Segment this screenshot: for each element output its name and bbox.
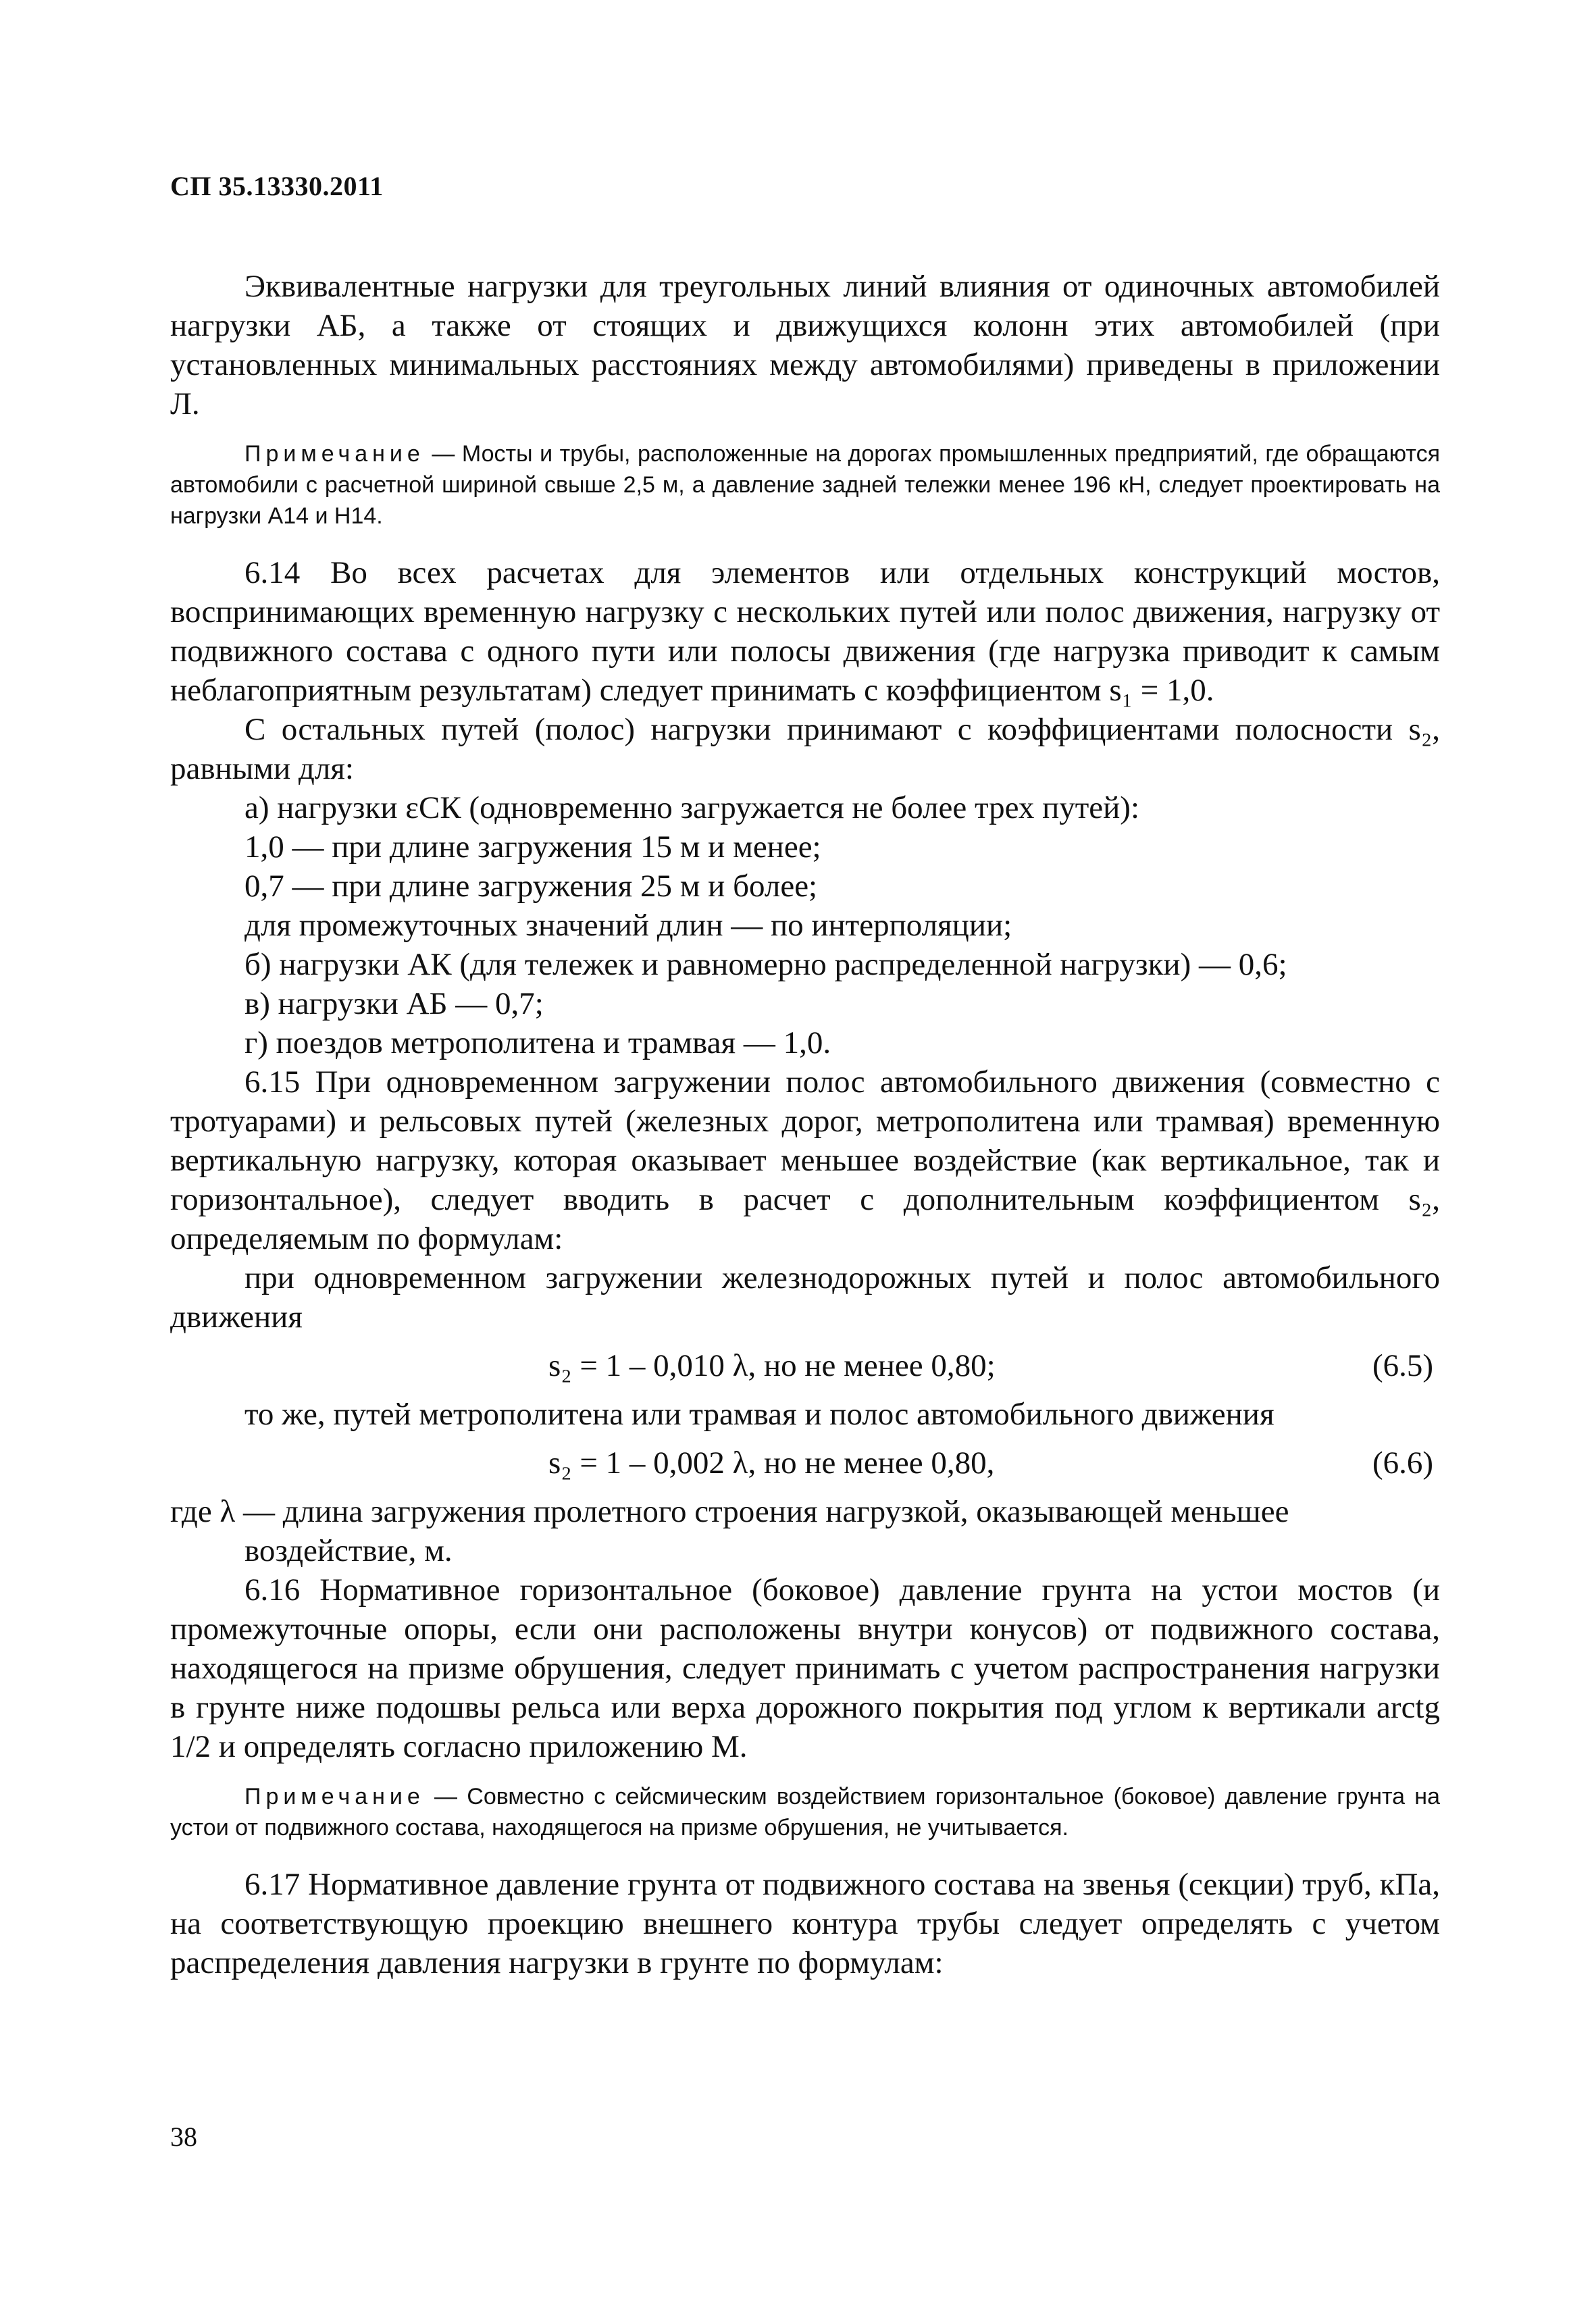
- formula-6-5-expression: s₂ = 1 – 0,010 λ, но не менее 0,80;: [548, 1348, 996, 1383]
- note-2-text: — Совместно с сейсмическим воздействием горизонтальное (боковое) давление грунта на устои от подвижного состава, находящегося на призме обрушения, не учитывается.: [170, 1784, 1440, 1841]
- paragraph-6-16: 6.16 Нормативное горизонтальное (боковое) давление грунта на устои мостов (и промежуточные опоры, если они расположены внутри конусов) от подвижного состава, находящегося на призме обрушения, следует принимать с учетом распространения нагрузки в грунте ниже подошвы рельса или верха дорожного покрытия под углом к вертикали arctg 1/2 и определять согласно приложению М.: [170, 1572, 1440, 1764]
- document-code-header: СП 35.13330.2011: [170, 171, 384, 201]
- note-2-label: Примечание: [244, 1784, 425, 1809]
- paragraph-6-15: 6.15 При одновременном загружении полос автомобильного движения (совместно с тротуарами) и рельсовых путей (железных дорог, метрополитена или трамвая) временную вертикальную нагрузку, которая оказывает меньшее воздействие (как вертикальное, так и горизонтальное), следует вводить в расчет с дополнительным коэффициентом s₂, определяемым по формулам:: [170, 1064, 1440, 1256]
- note-2: [170, 1781, 1440, 1843]
- note-1-label: Примечание: [244, 441, 425, 467]
- formula-6-5: [170, 1342, 1440, 1389]
- lambda-definition: где λ — длина загружения пролетного строения нагрузкой, оказывающей меньшее воздействие, м.: [170, 1494, 1289, 1568]
- paragraph-6-14-b: С остальных путей (полос) нагрузки принимают с коэффициентами полосности s₂, равными для:: [170, 712, 1440, 786]
- list-item: в) нагрузки АБ — 0,7;: [244, 986, 544, 1021]
- list-item: для промежуточных значений длин — по интерполяции;: [244, 908, 1012, 943]
- list-item: 0,7 — при длине загружения 25 м и более;: [244, 869, 818, 904]
- paragraph-6-15-b: при одновременном загружении железнодорожных путей и полос автомобильного движения: [170, 1260, 1440, 1335]
- document-body: [170, 267, 1440, 1982]
- list-item: г) поездов метрополитена и трамвая — 1,0.: [244, 1025, 831, 1060]
- page-number: 38: [170, 2122, 197, 2152]
- formula-6-6: [170, 1439, 1440, 1487]
- paragraph-6-14: 6.14 Во всех расчетах для элементов или отдельных конструкций мостов, воспринимающих временную нагрузку с нескольких путей или полос движения, нагрузку от подвижного состава с одного пути или полосы движения (где нагрузка приводит к самым неблагоприятным результатам) следует принимать с коэффициентом s₁ = 1,0.: [170, 555, 1440, 708]
- list-item: а) нагрузки εСК (одновременно загружается не более трех путей):: [244, 790, 1139, 825]
- note-1: [170, 438, 1440, 532]
- formula-6-6-expression: s₂ = 1 – 0,002 λ, но не менее 0,80,: [548, 1445, 995, 1481]
- list-item: 1,0 — при длине загружения 15 м и менее;: [244, 829, 821, 865]
- formula-6-6-number: (6.6): [1372, 1445, 1433, 1481]
- paragraph-6-15-c: то же, путей метрополитена или трамвая и полос автомобильного движения: [244, 1397, 1275, 1432]
- list-6-14: [170, 788, 1440, 1062]
- list-item: б) нагрузки АК (для тележек и равномерно распределенной нагрузки) — 0,6;: [244, 947, 1287, 982]
- note-1-text: — Мосты и трубы, расположенные на дорогах промышленных предприятий, где обращаются автомобили с расчетной шириной свыше 2,5 м, а давление задней тележки менее 196 кН, следует проектировать на нагрузки А14 и Н14.: [170, 441, 1440, 529]
- paragraph-intro: Эквивалентные нагрузки для треугольных линий влияния от одиночных автомобилей нагрузки АБ, а также от стоящих и движущихся колонн этих автомобилей (при установленных минимальных расстояниях между автомобилями) приведены в приложении Л.: [170, 269, 1440, 421]
- paragraph-6-17: 6.17 Нормативное давление грунта от подвижного состава на звенья (секции) труб, кПа, на соответствующую проекцию внешнего контура трубы следует определять с учетом распределения давления нагрузки в грунте по формулам:: [170, 1867, 1440, 1980]
- formula-6-5-number: (6.5): [1372, 1348, 1433, 1383]
